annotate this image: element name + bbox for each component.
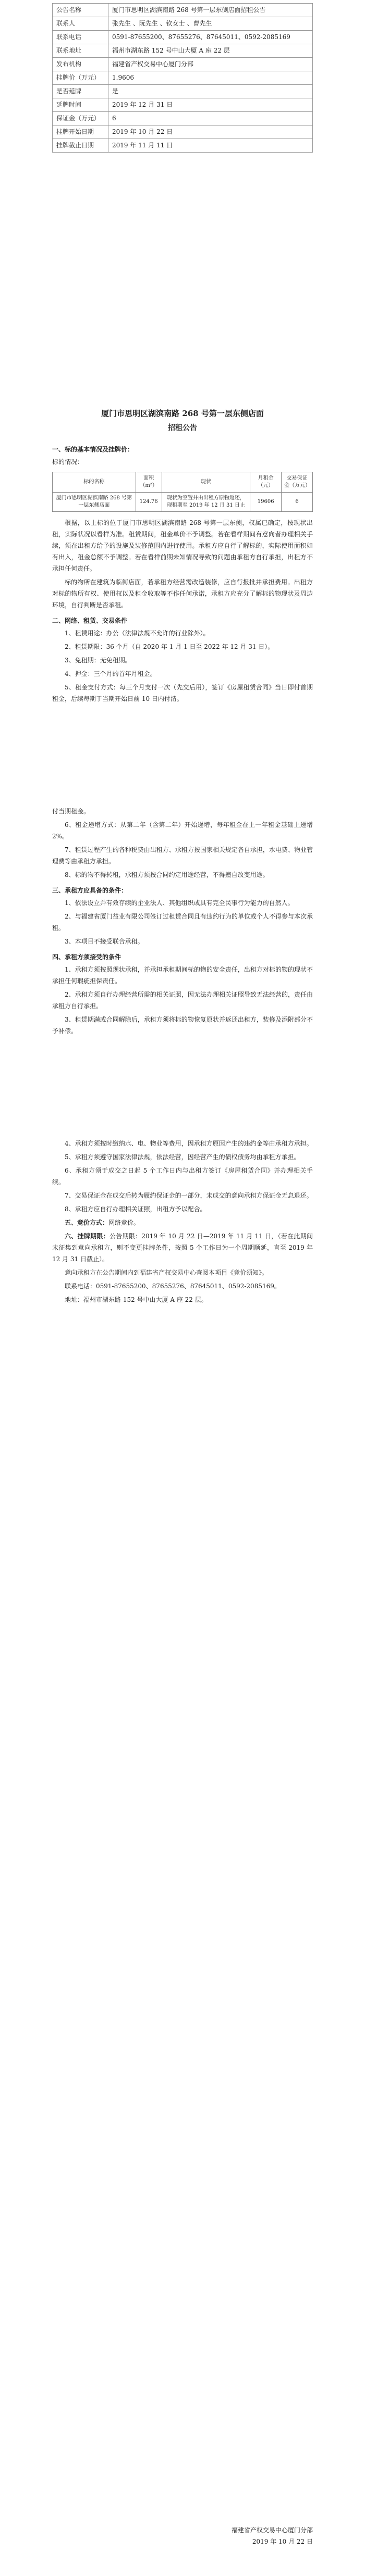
lot-cell-status: 现状为空置并由出租方原物返还，现租期至 2019 年 12 月 31 日止 (162, 493, 250, 512)
info-row (53, 44, 313, 58)
info-value: 福建省产权交易中心厦门分部 (108, 58, 313, 71)
info-key: 公告名称 (53, 4, 108, 17)
section-1-intro: 标的情况： (52, 458, 84, 466)
section-5-heading: 五、竞价方式： (65, 1219, 109, 1226)
info-value: 2019 年 10 月 22 日 (108, 125, 313, 139)
info-row (53, 139, 313, 153)
announcement-body (52, 407, 313, 1308)
section-6-note: 意向承租方在公告期间内到福建省产权交易中心查阅本项目《竞价须知》。 (65, 1269, 269, 1276)
signature-block (52, 2524, 313, 2547)
signature-date: 2019 年 10 月 22 日 (252, 2538, 313, 2545)
info-value: 2019 年 12 月 31 日 (108, 98, 313, 112)
section-4-item-3: 3、租赁期满或合同解除后，承租方须将标的物恢复原状并返还出租方，装修及添附部分不予补偿。 (52, 1016, 313, 1035)
lot-table-header-row (53, 472, 313, 493)
info-key: 保证金（万元） (53, 112, 108, 125)
signature-org: 福建省产权交易中心厦门分部 (231, 2527, 313, 2534)
section-3-item-2: 2、与福建省厦门益业有限公司签订过租赁合同且有违约行为的单位或个人不得参与本次承租。 (52, 913, 313, 932)
section-4-item-7: 7、交易保证金在成交后转为履约保证金的一部分，未成交的意向承租方保证金无息退还。 (65, 1192, 313, 1199)
section-2-item-3: 3、免租期：无免租期。 (65, 657, 131, 664)
section-4-item-5: 5、承租方须遵守国家法律法规，依法经营，因经营产生的债权债务均由承租方承担。 (65, 1153, 300, 1161)
info-key: 挂牌截止日期 (53, 139, 108, 153)
info-value: 福州市湖东路 152 号中山大厦 A 座 22 层 (108, 44, 313, 58)
page-break-gap (52, 707, 313, 806)
lot-cell-deposit: 6 (282, 493, 313, 512)
info-value: 张先生 、阮先生 、钦女士 、曹先生 (108, 17, 313, 31)
info-row (53, 31, 313, 44)
lot-header-area: 面积（m²） (136, 472, 162, 493)
lot-table-row (53, 493, 313, 512)
section-1-heading: 一、标的基本情况及挂牌价： (52, 446, 134, 453)
announcement-subtitle: 招租公告 (168, 424, 197, 432)
info-key: 挂牌价（万元） (53, 71, 108, 85)
section-5 (52, 1217, 313, 1228)
info-key: 联系人 (53, 17, 108, 31)
info-row (53, 112, 313, 125)
info-row (53, 98, 313, 112)
section-3-item-1: 1、依法设立并有效存续的企业法人、其他组织或具有完全民事行为能力的自然人。 (65, 899, 294, 907)
section-4-item-2: 2、承租方须自行办理经营所需的相关证照，因无法办理相关证照导致无法经营的，责任由承租方自行承担。 (52, 991, 313, 1010)
info-value: 厦门市思明区湖滨南路 268 号第一层东侧店面招租公告 (108, 4, 313, 17)
lot-header-status: 现状 (162, 472, 250, 493)
section-1-paragraph-2: 标的物所在建筑为临街店面，若承租方经营需改造装修，应自行报批并承担费用。出租方对标的物所有权、使用权以及租金收取等不作任何承诺，承租方应充分了解标的物现状及周边环境，自行判断是否承租。 (52, 579, 313, 609)
info-row (53, 17, 313, 31)
lot-table (52, 472, 313, 512)
section-4-item-1: 1、承租方须按照现状承租，并承担承租期间标的物的安全责任，出租方对标的物的现状不承担任何瑕疵担保责任。 (52, 966, 313, 985)
section-2-item-8: 8、标的物不得转租，承租方须按合同约定用途经营，不得擅自改变用途。 (65, 871, 269, 878)
lot-header-deposit: 交易保证金（万元） (282, 472, 313, 493)
info-key: 联系地址 (53, 44, 108, 58)
section-4-heading: 四、承租方须接受的条件 (52, 953, 121, 961)
page-break-gap-2 (52, 1039, 313, 1138)
lot-header-rent: 月租金（元） (250, 472, 282, 493)
info-row (53, 71, 313, 85)
section-2-item-6: 6、租金递增方式：从第二年（含第二年）开始递增，每年租金在上一年租金基础上递增 2%。 (52, 821, 313, 840)
info-key: 联系电话 (53, 31, 108, 44)
contact-address-line: 地址：福州市湖东路 152 号中山大厦 A 座 22 层。 (65, 1296, 208, 1303)
section-2-item-5: 5、租金支付方式：每三个月支付一次（先交后用），签订《房屋租赁合同》当日即付首期租金，后续每期于当期开始日前 10 日内付清。 (52, 684, 313, 702)
info-row (53, 4, 313, 17)
info-value: 0591-87655200、87655276、87645011、0592-2085169 (108, 31, 313, 44)
section-2-item-1: 1、租赁用途：办公（法律法规不允许的行业除外）。 (65, 630, 210, 637)
section-2-item-4: 4、押金：三个月的首年月租金。 (65, 670, 156, 677)
info-key: 是否延牌 (53, 85, 108, 98)
info-row (53, 58, 313, 71)
info-key: 发布机构 (53, 58, 108, 71)
info-row (53, 85, 313, 98)
info-row (53, 125, 313, 139)
section-6 (52, 1230, 313, 1265)
section-2-heading: 二、网络、租赁、交易条件 (52, 617, 128, 624)
announcement-title: 厦门市思明区湖滨南路 268 号第一层东侧店面 (101, 409, 264, 418)
info-table (52, 3, 313, 153)
section-2-item-2: 2、租赁期限：36 个月（自 2020 年 1 月 1 日至 2022 年 12 月 31 日）。 (65, 643, 274, 650)
info-key: 挂牌开始日期 (53, 125, 108, 139)
lot-header-name: 标的名称 (53, 472, 136, 493)
info-value: 6 (108, 112, 313, 125)
section-2-continuation: 付当期租金。 (52, 808, 90, 815)
lot-cell-area: 124.76 (136, 493, 162, 512)
section-3-item-3: 3、本项目不接受联合承租。 (65, 938, 144, 945)
lot-cell-rent: 19606 (250, 493, 282, 512)
section-4-item-6: 6、承租方须于成交之日起 5 个工作日内与出租方签订《房屋租赁合同》并办理相关手续。 (52, 1167, 313, 1186)
lot-cell-name: 厦门市思明区湖滨南路 268 号第一层东侧店面 (53, 493, 136, 512)
section-5-text: 网络竞价。 (108, 1219, 140, 1226)
section-6-heading: 六、挂牌期限： (65, 1233, 110, 1240)
section-1-paragraph-1: 根据，以上标的位于厦门市思明区湖滨南路 268 号第一层东侧，权属已确定，按现状出租，实际状况以看样为准。租赁期间，租金单价不予调整。若在看样期间有意向者办理相关手续，须在出租方给予的设施及装修范围内进行使用。承租方应自行了解标的，实际使用面积如有出入，租金总额不予调整。若在看样前期未知情况导致的问题由承租方自行承担，出租方不承担任何责任。 (52, 519, 313, 572)
info-value: 是 (108, 85, 313, 98)
info-value: 2019 年 11 月 11 日 (108, 139, 313, 153)
section-3-heading: 三、承租方应具备的条件： (52, 887, 128, 894)
section-4-item-8: 8、承租方应自行办理相关证照，出租方予以配合。 (65, 1205, 206, 1213)
section-4-item-4: 4、承租方须按时缴纳水、电、物业等费用，因承租方原因产生的违约金等由承租方承担。 (65, 1140, 313, 1147)
info-key: 延牌时间 (53, 98, 108, 112)
contact-phone-line: 联系电话：0591-87655200、87655276、87645011、0592-2085169。 (65, 1283, 281, 1290)
section-2-item-7: 7、租赁过程产生的各种税费由出租方、承租方按国家相关规定各自承担，水电费、物业管理费等由承租方承担。 (52, 846, 313, 865)
section-6-text: 公告期限：2019 年 10 月 22 日—2019 年 11 月 11 日，（若在此期间未征集到意向承租方，则不变更挂牌条件，按照 5 个工作日为一个周期顺延，直至 2019 年 12 月 31 日截止）。 (52, 1233, 313, 1263)
info-value: 1.9606 (108, 71, 313, 85)
